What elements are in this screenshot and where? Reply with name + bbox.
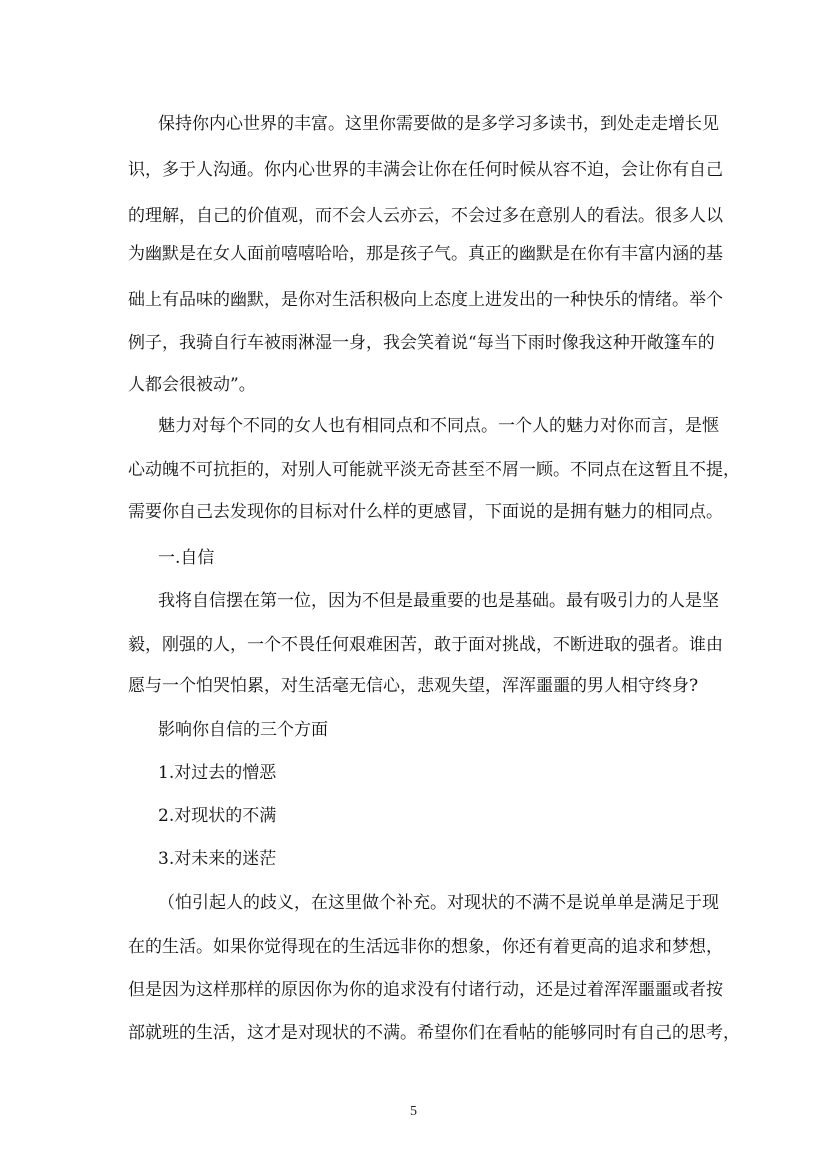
paragraph-4-line-3: 但是因为这样那样的原因你为你的追求没有付诸行动，还是过着浑浑噩噩或者按: [128, 980, 723, 1000]
paragraph-1-line-3: 的理解，自己的价值观，而不会人云亦云，不会过多在意别人的看法。很多人以: [128, 206, 723, 226]
paragraph-3-line-3: 愿与一个怕哭怕累，对生活毫无信心，悲观失望，浑浑噩噩的男人相守终身?: [128, 676, 699, 696]
section-heading-confidence: 一.自信: [158, 548, 215, 568]
paragraph-2-line-3: 需要你自己去发现你的目标对什么样的更感冒，下面说的是拥有魅力的相同点。: [128, 502, 723, 522]
paragraph-1-line-1: 保持你内心世界的丰富。这里你需要做的是多学习多读书，到处走走增长见: [158, 114, 719, 134]
paragraph-4-line-4: 部就班的生活，这才是对现状的不满。希望你们在看帖的能够同时有自己的思考，: [128, 1023, 740, 1043]
paragraph-1-line-2: 识，多于人沟通。你内心世界的丰满会让你在任何时候从容不迫，会让你有自己: [128, 160, 723, 180]
paragraph-1-line-6: 例子，我骑自行车被雨淋湿一身，我会笑着说“每当下雨时像我这种开敞篷车的: [128, 333, 715, 353]
paragraph-1-line-7: 人都会很被动”。: [128, 375, 256, 395]
paragraph-2-line-1: 魅力对每个不同的女人也有相同点和不同点。一个人的魅力对你而言，是惬: [158, 416, 719, 436]
paragraph-4-line-2: 在的生活。如果你觉得现在的生活远非你的想象，你还有着更高的追求和梦想，: [128, 937, 723, 957]
list-item-2: 2.对现状的不满: [158, 806, 277, 826]
list-intro: 影响你自信的三个方面: [158, 720, 328, 740]
paragraph-3-line-2: 毅，刚强的人，一个不畏任何艰难困苦，敢于面对挑战，不断进取的强者。谁由: [128, 635, 723, 655]
list-item-1: 1.对过去的憎恶: [158, 763, 277, 783]
paragraph-4-line-1: （怕引起人的歧义，在这里做个补充。对现状的不满不是说单单是满足于现: [158, 893, 719, 913]
paragraph-3-line-1: 我将自信摆在第一位，因为不但是最重要的也是基础。最有吸引力的人是坚: [158, 591, 719, 611]
page-number: 5: [410, 1104, 417, 1119]
list-item-3: 3.对未来的迷茫: [158, 849, 277, 869]
paragraph-1-line-5: 础上有品味的幽默，是你对生活积极向上态度上进发出的一种快乐的情绪。举个: [128, 290, 723, 310]
paragraph-1-line-4: 为幽默是在女人面前嘻嘻哈哈，那是孩子气。真正的幽默是在你有丰富内涵的基: [128, 244, 723, 264]
paragraph-2-line-2: 心动魄不可抗拒的，对别人可能就平淡无奇甚至不屑一顾。不同点在这暂且不提，: [128, 460, 740, 480]
